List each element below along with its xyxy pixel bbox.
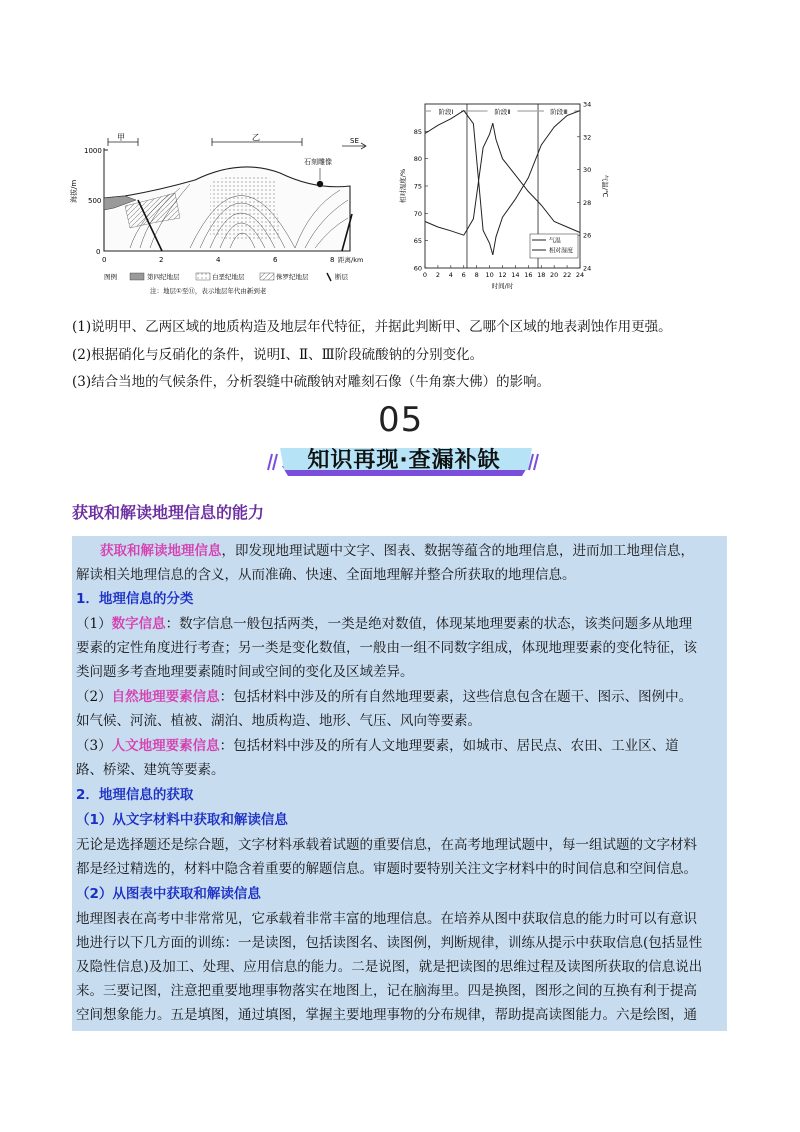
geologic-cross-section: [70, 128, 385, 303]
yr-tick-label: 34: [583, 100, 592, 109]
yl-tick-label: 85: [413, 127, 422, 136]
figure-note: 注：地层①至⑪，表示地层年代由新到老: [150, 287, 267, 295]
legend-label: 气温: [549, 237, 562, 245]
x-tick: 8: [330, 256, 335, 264]
subheading-2: 2．地理信息的获取: [76, 787, 194, 803]
p1-text: ：数字信息一般包括两类，一类是绝对数值，体现某地理要素的状态，该类问题多从地理: [165, 616, 693, 632]
section-heading: 获取和解读地理信息的能力: [72, 503, 265, 522]
section-title: 知识再现·查漏补缺: [307, 448, 501, 473]
yl-tick-label: 80: [413, 155, 422, 164]
y-tick: 1000: [84, 147, 102, 155]
yr-tick-label: 30: [583, 166, 592, 175]
p1-line-3: 类问题多考查地理要素随时间或空间的变化及区域差异。: [76, 664, 414, 680]
x-tick: 2: [159, 256, 164, 264]
y-axis-title: 海拔/m: [70, 179, 78, 203]
x-tick-label: 10: [485, 271, 494, 279]
y-tick: 0: [96, 248, 101, 256]
p3-term: 人文地理要素信息: [111, 738, 220, 754]
s2-line-1: 地理图表在高考中非常常见，它承载着非常丰富的地理信息。在培养从图中获取信息的能力时可以有意识: [76, 911, 697, 927]
yr-tick-label: 32: [583, 133, 592, 142]
legend-jurassic: 侏罗纪地层: [276, 273, 309, 281]
s2-line-5: 空间想象能力。五是填图，通过填图，掌握主要地理事物的分布规律，帮助提高读图能力。六是绘图，通: [76, 1007, 697, 1023]
p3-line-1: [76, 737, 679, 755]
p1-term: 数字信息: [111, 616, 166, 632]
stage-label: 阶段Ⅱ: [494, 108, 511, 116]
yl-tick-label: 70: [413, 209, 422, 218]
statue-marker: [317, 181, 323, 187]
direction-label: SE: [350, 137, 359, 145]
question-2: (2)根据硝化与反硝化的条件，说明Ⅰ、Ⅱ、Ⅲ阶段硫酸钠的分别变化。: [72, 347, 484, 363]
x-tick-label: 18: [537, 271, 546, 279]
x-tick-label: 0: [422, 271, 428, 279]
yr-tick-label: 28: [583, 198, 592, 207]
stage-label: 阶段Ⅰ: [438, 108, 454, 116]
intro-line-1: [100, 542, 694, 560]
s2-line-3: 及隐性信息)及加工、处理、应用信息的能力。二是说图，就是把读图的思维过程及读图所获取的信息说出: [76, 959, 703, 975]
section-number: 05: [378, 400, 424, 440]
y-left-title: 相对湿度/%: [399, 168, 407, 204]
p1-line-1: [76, 615, 692, 633]
p2-prefix: （2）: [76, 689, 112, 705]
legend-quaternary: 第四纪地层: [147, 273, 180, 281]
p3-text: ：包括材料中涉及的所有人文地理要素，如城市、居民点、农田、工业区、道: [219, 738, 679, 754]
intro-text: ，即发现地理试题中文字、图表、数据等蕴含的地理信息，进而加工地理信息，: [221, 543, 694, 559]
x-tick-label: 4: [448, 271, 453, 279]
region-jia-label: 甲: [117, 133, 125, 142]
subsection-chart-info: （2）从图表中获取和解读信息: [76, 886, 261, 902]
x-tick-label: 20: [550, 271, 559, 279]
x-tick-label: 14: [511, 271, 520, 279]
x-tick-label: 24: [575, 271, 585, 279]
p1-line-2: 要素的定性角度进行考查；另一类是变化数值，一般由一组不同数字组成，体现地理要素的变化特征，该: [76, 640, 697, 656]
subheading-1: 1．地理信息的分类: [76, 591, 194, 607]
y-right-title: 气温/℃: [601, 174, 609, 198]
s1-line-2: 都是经过精选的，材料中隐含着重要的解题信息。审题时要特别关注文字材料中的时间信息和空间信息。: [76, 861, 697, 877]
p3-line-2: 路、桥梁、建筑等要素。: [76, 762, 225, 778]
p2-term: 自然地理要素信息: [111, 689, 220, 705]
x-tick-label: 12: [498, 271, 507, 279]
y-tick: 500: [88, 197, 102, 205]
question-3: (3)结合当地的气候条件，分析裂缝中硫酸钠对雕刻石像（牛角寨大佛）的影响。: [72, 374, 551, 390]
question-1: (1)说明甲、乙两区域的地质构造及地层年代特征，并据此判断甲、乙哪个区域的地表剥蚀作用更强。: [72, 319, 672, 335]
x-axis-title: 时间/时: [491, 282, 514, 290]
p3-prefix: （3）: [76, 738, 112, 754]
legend-title: 图例: [104, 273, 117, 281]
yl-tick-label: 60: [413, 264, 422, 273]
yl-tick-label: 65: [413, 237, 422, 246]
yr-tick-label: 26: [583, 231, 592, 240]
info-box: [72, 536, 727, 1031]
intro-line-2: 解读相关地理信息的含义，从而准确、快速、全面地理解并整合所获取的地理信息。: [76, 567, 576, 583]
x-tick-label: 8: [474, 271, 479, 279]
yr-tick-label: 24: [583, 264, 592, 273]
statue-label: 石刻雕像: [304, 158, 332, 166]
p1-prefix: （1）: [76, 616, 112, 632]
region-yi-label: 乙: [252, 133, 260, 142]
s2-line-4: 来。三要记图，注意把重要地理事物落实在地图上，记在脑海里。四是换图，图形之间的互换有利于提高: [76, 983, 697, 999]
legend-label: 相对湿度: [549, 247, 574, 255]
legend-fault: 断层: [335, 273, 348, 281]
x-tick-label: 2: [435, 271, 440, 279]
x-tick: 4: [216, 256, 221, 264]
p2-line-2: 如气候、河流、植被、湖泊、地质构造、地形、气压、风向等要素。: [76, 713, 481, 729]
legend-cretaceous: 白垩纪地层: [212, 273, 245, 281]
x-tick-label: 22: [562, 271, 572, 279]
temperature-humidity-chart: [395, 96, 615, 294]
p2-line-1: [76, 688, 692, 706]
subsection-text-info: （1）从文字材料中获取和解读信息: [76, 812, 288, 828]
p2-text: ：包括材料中涉及的所有自然地理要素，这些信息包含在题干、图示、图例中。: [219, 689, 693, 705]
x-tick-label: 6: [461, 271, 466, 279]
x-tick: 0: [102, 256, 107, 264]
x-axis-unit: 距离/km: [338, 256, 364, 264]
x-tick-label: 16: [524, 271, 533, 279]
x-tick: 6: [273, 256, 278, 264]
stage-label: 阶段Ⅲ: [550, 108, 568, 116]
intro-term: 获取和解读地理信息: [100, 543, 222, 559]
yl-tick-label: 75: [413, 182, 422, 191]
s2-line-2: 地进行以下几方面的训练：一是读图，包括读图名、读图例，判断规律，训练从提示中获取信息(包括显性: [76, 935, 703, 951]
series-temperature-line: [425, 111, 580, 255]
s1-line-1: 无论是选择题还是综合题，文字材料承载着试题的重要信息，在高考地理试题中，每一组试题的文字材料: [76, 837, 697, 853]
